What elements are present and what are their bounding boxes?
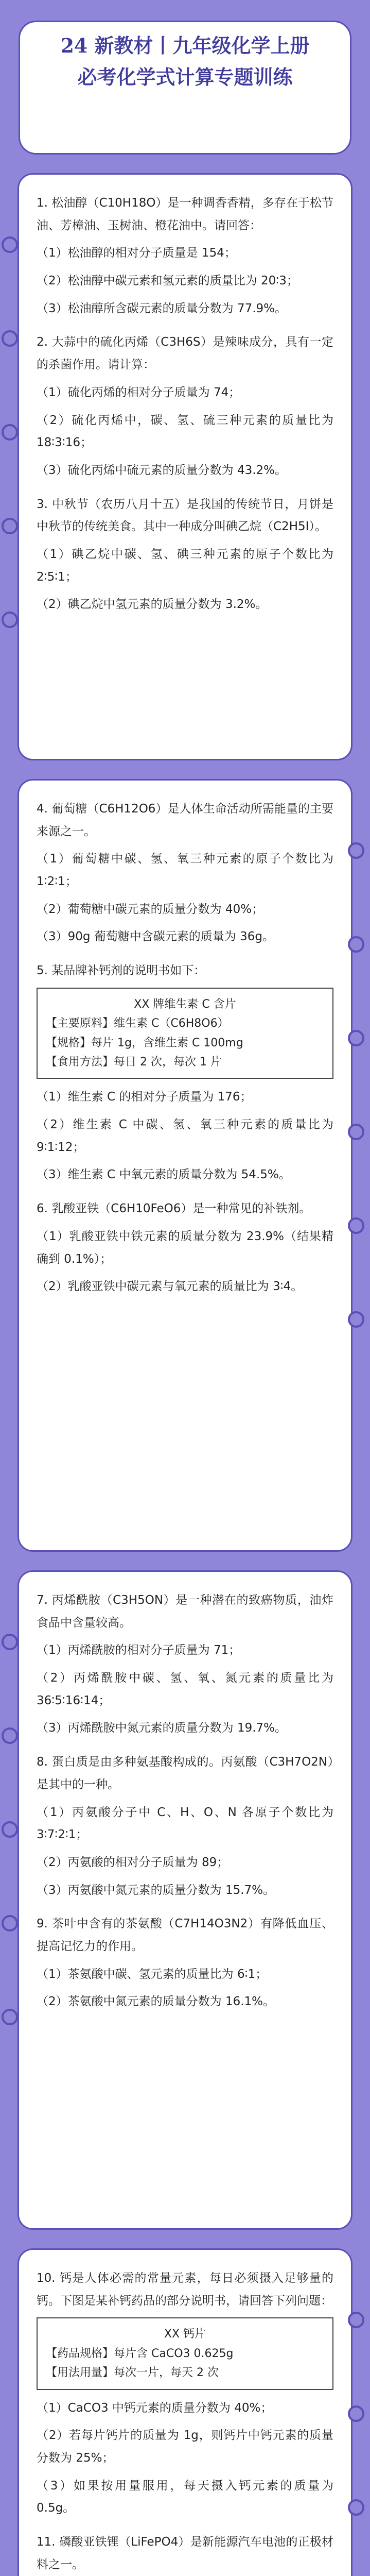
binder-ring-icon <box>2 612 18 628</box>
question-text: 11. 磷酸亚铁锂（LiFePO4）是新能源汽车电池的正极材料之一。 <box>37 2535 333 2571</box>
label-title: XX 牌维生素 C 含片 <box>134 997 236 1011</box>
question-card-2 <box>17 779 353 1552</box>
question-text: 9. 茶叶中含有的茶氨酸（C7H14O3N2）有降低血压、提高记忆力的作用。 <box>37 1917 333 1953</box>
question-card-3 <box>17 1570 353 2230</box>
binder-ring-icon <box>2 518 18 534</box>
answer-line: （1）CaCO3 中钙元素的质量分数为 40%； <box>37 2401 273 2415</box>
question-text: 5. 某品牌补钙剂的说明书如下： <box>37 964 206 978</box>
answer-line: （3）维生素 C 中氧元素的质量分数为 54.5%。 <box>37 1168 291 1182</box>
product-label <box>37 988 333 1079</box>
answer-line: （1）松油醇的相对分子质量是 154； <box>37 246 236 260</box>
binder-ring-icon <box>348 936 364 953</box>
binder-ring-icon <box>348 2405 364 2422</box>
binder-ring-icon <box>2 1821 18 1838</box>
binder-rings-left <box>2 1634 22 2103</box>
answer-line: （2）若每片钙片的质量为 1g，则钙片中钙元素的质量分数为 25%； <box>37 2429 333 2465</box>
question-text: 3. 中秋节（农历八月十五）是我国的传统节日，月饼是中秋节的传统美食。其中一种成分叫碘乙烷（C2H5I）。 <box>37 497 333 534</box>
label-line: 【规格】每片 1g，含维生素 C 100mg <box>46 1036 243 1049</box>
label-line: 【药品规格】每片含 CaCO3 0.625g <box>46 2347 234 2360</box>
answer-line: （3）松油醇所含碳元素的质量分数为 77.9%。 <box>37 301 287 315</box>
answer-line: （1）碘乙烷中碳、氢、碘三种元素的原子个数比为 2∶5∶1； <box>37 547 333 584</box>
answer-line: （2）乳酸亚铁中碳元素与氧元素的质量比为 3∶4。 <box>37 1280 303 1294</box>
answer-line: （2）松油醇中碳元素和氢元素的质量比为 20∶3； <box>37 274 298 288</box>
answer-line: （3）如果按用量服用，每天摄入钙元素的质量为 0.5g。 <box>37 2479 333 2515</box>
question-card-1 <box>17 173 353 760</box>
binder-rings-left <box>2 236 22 705</box>
answer-line: （2）维生素 C 中碳、氢、氧三种元素的质量比为 9∶1∶12； <box>37 1118 333 1154</box>
answer-line: （1）丙氨酸分子中 C、H、O、N 各原子个数比为 3∶7∶2∶1； <box>37 1805 333 1842</box>
question-text: 2. 大蒜中的硫化丙烯（C3H6S）是辣味成分，具有一定的杀菌作用。请计算： <box>37 335 333 372</box>
answer-line: （2）葡萄糖中碳元素的质量分数为 40%； <box>37 902 264 916</box>
title-line-1: 24 新教材丨九年级化学上册 <box>60 34 310 57</box>
answer-line: （3）丙氨酸中氮元素的质量分数为 15.7%。 <box>37 1883 275 1897</box>
answer-line: （2）丙氨酸的相对分子质量为 89； <box>37 1855 229 1869</box>
label-line: 【用法用量】每次一片，每天 2 次 <box>46 2366 219 2380</box>
question-card-4 <box>17 2248 353 2576</box>
answer-line: （1）乳酸亚铁中铁元素的质量分数为 23.9%（结果精确到 0.1%）； <box>37 1229 333 1266</box>
binder-ring-icon <box>348 1124 364 1140</box>
binder-ring-icon <box>348 1311 364 1328</box>
answer-line: （1）维生素 C 的相对分子质量为 176； <box>37 1090 252 1104</box>
binder-ring-icon <box>2 1634 18 1650</box>
question-text: 7. 丙烯酰胺（C3H5ON）是一种潜在的致癌物质，油炸食品中含量较高。 <box>37 1594 333 1630</box>
binder-ring-icon <box>2 1915 18 1931</box>
question-text: 6. 乳酸亚铁（C6H10FeO6）是一种常见的补铁剂。 <box>37 1202 311 1216</box>
question-text: 10. 钙是人体必需的常量元素，每日必须摄入足够量的钙。下图是某补钙药品的部分说明书，请回答下列问题： <box>37 2272 333 2308</box>
answer-line: （2）茶氨酸中氮元素的质量分数为 16.1%。 <box>37 1995 275 2009</box>
question-text: 8. 蛋白质是由多种氨基酸构成的。丙氨酸（C3H7O2N）是其中的一种。 <box>37 1755 333 1791</box>
title-banner <box>19 21 351 155</box>
question-text: 1. 松油醇（C10H18O）是一种调香香精，多存在于松节油、芳樟油、玉树油、橙花油中。请回答： <box>37 196 333 232</box>
question-text: 4. 葡萄糖（C6H12O6）是人体生命活动所需能量的主要来源之一。 <box>37 802 333 838</box>
answer-line: （1）丙烯酰胺的相对分子质量为 71； <box>37 1643 241 1657</box>
label-title: XX 钙片 <box>164 2328 206 2341</box>
binder-ring-icon <box>348 1217 364 1234</box>
answer-line: （1）茶氨酸中碳、氢元素的质量比为 6∶1； <box>37 1967 268 1981</box>
answer-line: （3）硫化丙烯中硫元素的质量分数为 43.2%。 <box>37 463 287 477</box>
binder-ring-icon <box>348 1030 364 1046</box>
answer-line: （2）硫化丙烯中，碳、氢、硫三种元素的质量比为 18∶3∶16； <box>37 413 333 450</box>
binder-ring-icon <box>2 424 18 440</box>
binder-ring-icon <box>2 1727 18 1744</box>
binder-rings-right <box>348 842 368 1405</box>
product-label <box>37 2317 333 2389</box>
answer-line: （1）葡萄糖中碳、氢、氧三种元素的原子个数比为 1∶2∶1； <box>37 852 333 889</box>
binder-ring-icon <box>2 236 18 253</box>
binder-ring-icon <box>348 842 364 859</box>
answer-line: （3）丙烯酰胺中氮元素的质量分数为 19.7%。 <box>37 1721 287 1735</box>
label-line: 【主要原料】维生素 C（C6H8O6） <box>46 1017 229 1030</box>
binder-ring-icon <box>2 330 18 347</box>
binder-rings-right <box>348 2312 368 2576</box>
answer-line: （3）90g 葡萄糖中含碳元素的质量为 36g。 <box>37 930 274 944</box>
binder-ring-icon <box>2 2009 18 2025</box>
answer-line: （2）丙烯酰胺中碳、氢、氧、氮元素的质量比为 36∶5∶16∶14； <box>37 1671 333 1707</box>
title-line-2: 必考化学式计算专题训练 <box>77 65 293 89</box>
label-line: 【食用方法】每日 2 次，每次 1 片 <box>46 1055 222 1069</box>
answer-line: （1）硫化丙烯的相对分子质量为 74； <box>37 385 241 399</box>
binder-ring-icon <box>348 2499 364 2516</box>
answer-line: （2）碘乙烷中氢元素的质量分数为 3.2%。 <box>37 598 268 612</box>
binder-ring-icon <box>348 2312 364 2328</box>
